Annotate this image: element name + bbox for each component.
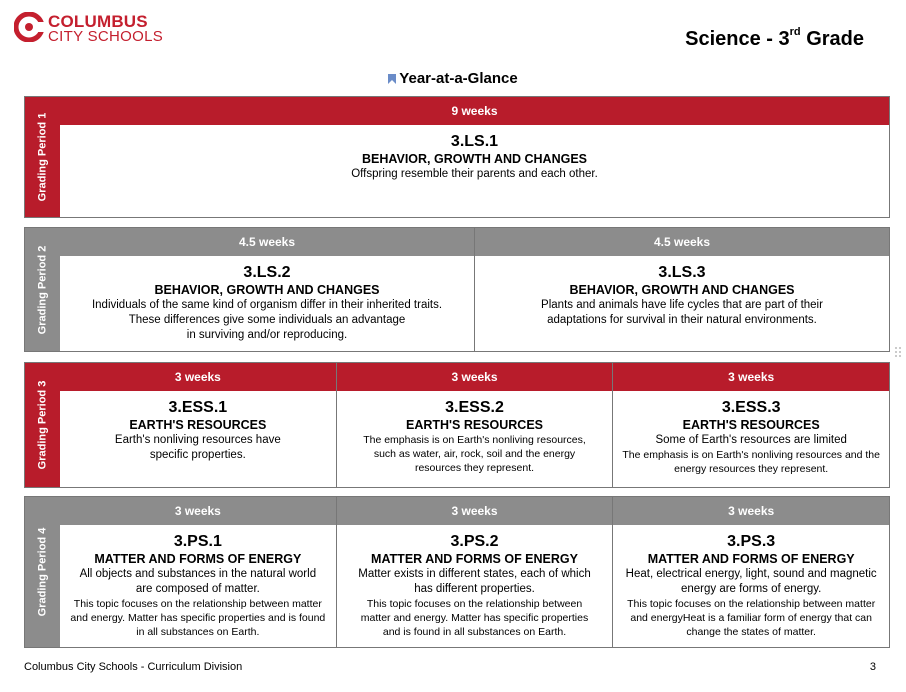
- standard-cell: [336, 363, 613, 487]
- standard-detail: This topic focuses on the relationship between matter: [627, 598, 876, 610]
- topic-title: BEHAVIOR, GROWTH AND CHANGES: [569, 283, 795, 297]
- duration-header: 4.5 weeks: [60, 228, 474, 256]
- grading-period-4: [24, 496, 890, 648]
- standard-desc: Earth's nonliving resources have: [114, 434, 281, 446]
- standard-cell: [336, 497, 613, 647]
- duration-header: 3 weeks: [60, 497, 336, 525]
- standard-code: 3.ESS.1: [168, 399, 228, 416]
- topic-title: BEHAVIOR, GROWTH AND CHANGES: [362, 152, 587, 166]
- logo-text-line1: COLUMBUS: [48, 12, 148, 31]
- standard-detail: and is found in all substances on Earth.: [382, 626, 567, 638]
- standard-desc: has different properties.: [414, 583, 535, 595]
- standard-desc: Individuals of the same kind of organism differ in their inherited traits.: [91, 299, 443, 311]
- standard-code: 3.PS.1: [173, 533, 222, 550]
- standard-desc: Heat, electrical energy, light, sound and magnetic: [625, 568, 877, 580]
- grading-period-1: [24, 96, 890, 218]
- standard-desc: These differences give some individuals an advantage: [128, 314, 406, 326]
- drag-handle-icon[interactable]: [893, 345, 903, 359]
- duration-header: 3 weeks: [613, 363, 889, 391]
- period-label: Grading Period 3: [25, 363, 60, 487]
- standard-detail: The emphasis is on Earth's nonliving resources and the: [622, 449, 880, 461]
- duration-header: 3 weeks: [613, 497, 889, 525]
- page-number: 3: [869, 661, 876, 673]
- standard-cell: [60, 97, 889, 217]
- logo-text-line2: CITY SCHOOLS: [48, 28, 164, 45]
- standard-detail: and energyHeat is a familiar form of energy that can: [630, 612, 872, 624]
- standard-detail: and energy. Matter has specific properties and is found: [70, 612, 326, 624]
- duration-header: 9 weeks: [60, 97, 889, 125]
- standard-cell: [60, 497, 336, 647]
- columbus-logo-icon: [14, 12, 44, 42]
- standard-desc: adaptations for survival in their natural environments.: [547, 314, 817, 326]
- topic-title: MATTER AND FORMS OF ENERGY: [647, 552, 855, 566]
- standard-detail: change the states of matter.: [686, 626, 816, 638]
- bookmark-icon: [388, 74, 396, 84]
- period-label: Grading Period 4: [25, 497, 60, 647]
- page-title: Science - 3rd Grade: [685, 26, 864, 50]
- standard-desc: All objects and substances in the natural world: [79, 568, 317, 580]
- duration-header: 3 weeks: [337, 497, 613, 525]
- standard-code: 3.PS.2: [450, 533, 499, 550]
- topic-title: EARTH'S RESOURCES: [129, 418, 267, 432]
- standard-detail: The emphasis is on Earth's nonliving resources,: [363, 434, 586, 446]
- standard-desc: are composed of matter.: [135, 583, 260, 595]
- topic-title: MATTER AND FORMS OF ENERGY: [94, 552, 302, 566]
- standard-detail: matter and energy. Matter has specific properties: [360, 612, 589, 624]
- standard-code: 3.ESS.2: [445, 399, 504, 416]
- standard-code: 3.LS.1: [450, 133, 499, 150]
- period-label: Grading Period 2: [25, 228, 60, 351]
- duration-header: 4.5 weeks: [475, 228, 889, 256]
- footer-division: Columbus City Schools - Curriculum Division: [24, 661, 243, 673]
- topic-title: EARTH'S RESOURCES: [682, 418, 820, 432]
- standard-detail: This topic focuses on the relationship between: [366, 598, 583, 610]
- topic-title: BEHAVIOR, GROWTH AND CHANGES: [154, 283, 380, 297]
- topic-title: EARTH'S RESOURCES: [405, 418, 544, 432]
- standard-detail: such as water, air, rock, soil and the energy: [373, 448, 576, 460]
- standard-cell: [60, 363, 336, 487]
- topic-title: MATTER AND FORMS OF ENERGY: [371, 552, 578, 566]
- standard-cell: [612, 497, 889, 647]
- standard-detail: resources they represent.: [414, 462, 535, 474]
- period-label: Grading Period 1: [25, 97, 60, 217]
- grading-period-3: [24, 362, 890, 488]
- duration-header: 3 weeks: [337, 363, 613, 391]
- standard-code: 3.PS.3: [727, 533, 776, 550]
- grading-period-2: [24, 227, 890, 352]
- standard-desc: Some of Earth's resources are limited: [655, 434, 847, 446]
- standard-detail: energy resources they represent.: [674, 463, 829, 475]
- standard-cell: [612, 363, 889, 487]
- standard-desc: Offspring resemble their parents and each other.: [351, 168, 598, 180]
- standard-code: 3.LS.3: [658, 264, 706, 281]
- standard-desc: Plants and animals have life cycles that are part of their: [541, 299, 823, 311]
- standard-cell: [474, 228, 889, 351]
- standard-code: 3.LS.2: [243, 264, 291, 281]
- standard-code: 3.ESS.3: [721, 399, 781, 416]
- duration-header: 3 weeks: [60, 363, 336, 391]
- standard-desc: specific properties.: [149, 449, 246, 461]
- subtitle: Year-at-a-Glance: [0, 70, 906, 87]
- standard-cell: [60, 228, 474, 351]
- standard-desc: energy are forms of energy.: [680, 583, 822, 595]
- standard-detail: in all substances on Earth.: [136, 626, 260, 638]
- standard-desc: Matter exists in different states, each of which: [358, 568, 591, 580]
- standard-desc: in surviving and/or reproducing.: [186, 329, 348, 341]
- district-logo: [14, 12, 164, 48]
- standard-detail: This topic focuses on the relationship between matter: [73, 598, 322, 610]
